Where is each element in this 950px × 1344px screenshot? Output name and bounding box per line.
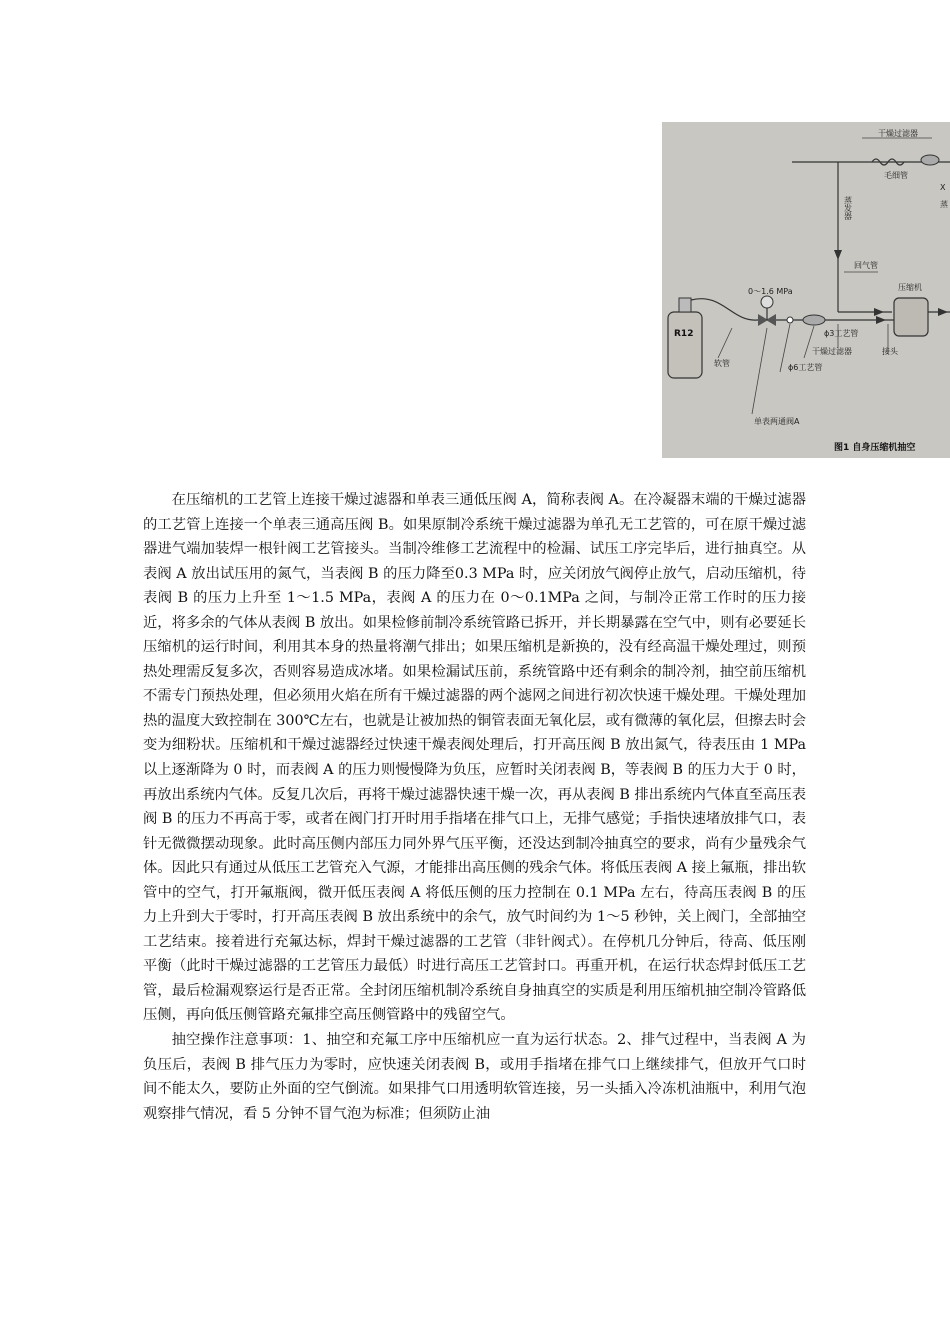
label-joint: 接头 xyxy=(882,347,898,356)
text-line: 器的工艺管压力最低）时进行高压工艺管封口。再重开机，在运行状态焊封低压工艺管，最 xyxy=(143,958,807,999)
text-line: 继续排气，但放开气口时间不能太久，要防止外面的空气倒流。如果排气口用透明软管连接， xyxy=(143,1056,806,1098)
label-capillary: 毛细管 xyxy=(884,171,908,180)
text-line: 速干燥处理。干燥处理加热的温度大致控制在 300℃左右，也就是让被加热的铜管表面无氧 xyxy=(143,688,806,729)
text-line: 控制在 0.1 MPa 左右，待高压表阀 B 的压力上升到大于零时，打开高压表阀 B 放出系统中 xyxy=(143,884,806,926)
label-compressor: 压缩机 xyxy=(898,283,922,292)
text-line: 在压缩机的工艺管上连接干燥过滤器和单表三通低压阀 A，简称表阀 A。在冷凝器末端 xyxy=(171,492,720,508)
label-valve-a: 单表两通阀A xyxy=(754,417,800,426)
text-line: 处理需反复多次，否则容易造成冰堵。如果检漏试压前，系统管路中还有剩余的制冷剂，抽 xyxy=(157,663,735,680)
pipe-joint xyxy=(787,317,793,323)
label-cut-r: 蒸 xyxy=(939,200,949,208)
text-line: 处理后，打开高压阀 B 放出氮气，待表压由 1 MPa 以上逐渐降为 0 时，而表阀 A 的压力则 xyxy=(143,737,806,779)
flow-arrow-down xyxy=(834,250,842,260)
text-line: 另一头插入冷冻机油瓶中，利用气泡观察排气情况，看 5 分钟不冒气泡为标准；但须防止油 xyxy=(143,1081,806,1122)
text-line: 0.3 MPa 时，应关闭放气阀停止放气，启动压缩机，待表阀 B 的压力上升至 1～1.5 MPa，表 xyxy=(143,565,806,607)
text-line: 出。如果检修前制冷系统管路已拆开，并长期暴露在空气中，则有必要延长压缩机的运行时 xyxy=(143,614,806,656)
text-line: 化层，或有微薄的氧化层，但擦去时会变为细粉状。压缩机和干燥过滤器经过快速干燥表阀 xyxy=(143,712,807,754)
low-side-arrow xyxy=(876,316,886,324)
paragraph-1 xyxy=(143,488,806,1028)
text-line: 表针无微微摆动现象。此时高压侧内部压力同外界气压平衡，还没达到制冷抽真空的要求， xyxy=(143,811,806,852)
top-filter-shape xyxy=(921,155,939,165)
figure-caption: 图1 自身压缩机抽空 xyxy=(834,443,916,453)
hose-leader xyxy=(718,328,732,358)
body-text xyxy=(143,488,806,1126)
text-line: 管路低压侧，再向低压侧管路充氟排空高压侧管路中的残留空气。 xyxy=(143,982,807,1024)
text-line: 后检漏观察运行是否正常。全封闭压缩机制冷系统自身抽真空的实质是利用压缩机抽空制冷 xyxy=(186,982,763,999)
label-phi6: ϕ6工艺管 xyxy=(788,363,823,372)
cylinder-valve xyxy=(679,298,691,312)
text-line: 尚有少量残余气体。因此只有通过从低压工艺管充入气源，才能排出高压侧的残余气体。将 xyxy=(143,835,807,877)
schematic-diagram xyxy=(662,122,950,458)
text-line: 工艺管的，可在原干燥过滤器进气端加装焊一根针阀工艺管接头。当制冷维修工艺流程中的 xyxy=(143,516,806,558)
text-line: 封干燥过滤器的工艺管（非针阀式）。在停机几分钟后，待高、低压刚平衡（此时干燥过滤 xyxy=(143,933,806,975)
gauge-dial xyxy=(761,296,773,308)
text-line: 间，利用其本身的热量将潮气排出；如果压缩机是新换的，没有经高温干燥处理过，则预热 xyxy=(143,639,807,680)
text-line: 空前压缩机不需专门预热处理，但必须用火焰在所有干燥过滤器的两个滤网之间进行初次快 xyxy=(143,663,807,705)
text-line: 当表阀 A 为负压后，表阀 B 排气压力为零时，应快速关闭表阀 B，或用手指堵在排气口上 xyxy=(143,1032,806,1073)
paragraph-2 xyxy=(143,1028,806,1126)
text-line: 的干燥过滤器的工艺管上连接一个单表三通高压阀 B。如果原制冷系统干燥过滤器为单孔无 xyxy=(143,492,806,533)
discharge-arrow xyxy=(938,308,948,316)
label-cut-x: X xyxy=(940,183,946,192)
text-line: 几次后，再将干燥过滤器快速干燥一次，再从表阀 B 排出系统内气体直至高压表阀 B 的压 xyxy=(143,786,807,828)
text-line: 的余气，放气时间约为 1～5 秒钟，关上阀门，全部抽空工艺结束。接着进行充氟达标，焊 xyxy=(143,909,807,950)
label-evaporator: 蒸发器 xyxy=(843,196,853,220)
label-return-pipe: 回气管 xyxy=(854,261,878,270)
schematic-figure xyxy=(662,122,950,458)
label-phi3: ϕ3工艺管 xyxy=(824,329,859,338)
text-line: 低压表阀 A 接上氟瓶，排出软管中的空气，打开氟瓶阀，微开低压表阀 A 将低压侧的压力 xyxy=(143,860,806,901)
label-dry-filter: 干燥过滤器 xyxy=(812,347,852,356)
text-line: 检漏、试压工序完毕后，进行抽真空。从表阀 A 放出试压用的氮气，当表阀 B 的压力降至 xyxy=(143,541,807,582)
text-line: 阀 A 的压力在 0～0.1MPa 之间，与制冷正常工作时的压力接近，将多余的气体从表阀 B 放 xyxy=(143,590,806,631)
compressor-shape xyxy=(894,298,928,336)
label-cylinder: R12 xyxy=(674,329,694,339)
text-line: 慢慢降为负压，应暂时关闭表阀 B，等表阀 B 的压力大于 0 时，再放出系统内气体。反复 xyxy=(143,762,806,803)
text-line: 力不再高于零，或者在阀门打开时用手指堵在排气口上，无排气感觉；手指快速堵放排气口， xyxy=(205,811,792,828)
dry-filter-shape xyxy=(803,315,825,325)
valve-a-leader xyxy=(752,328,767,414)
r12-cylinder xyxy=(668,312,702,378)
label-dry-filter-top: 干燥过滤器 xyxy=(878,129,918,138)
flow-arrow-right xyxy=(874,308,884,316)
label-hose: 软管 xyxy=(714,359,730,368)
text-line: 抽空操作注意事项：1、抽空和充氟工序中压缩机应一直为运行状态。2、排气过程中， xyxy=(171,1032,729,1049)
label-gauge: 0～1.6 MPa xyxy=(748,287,793,296)
